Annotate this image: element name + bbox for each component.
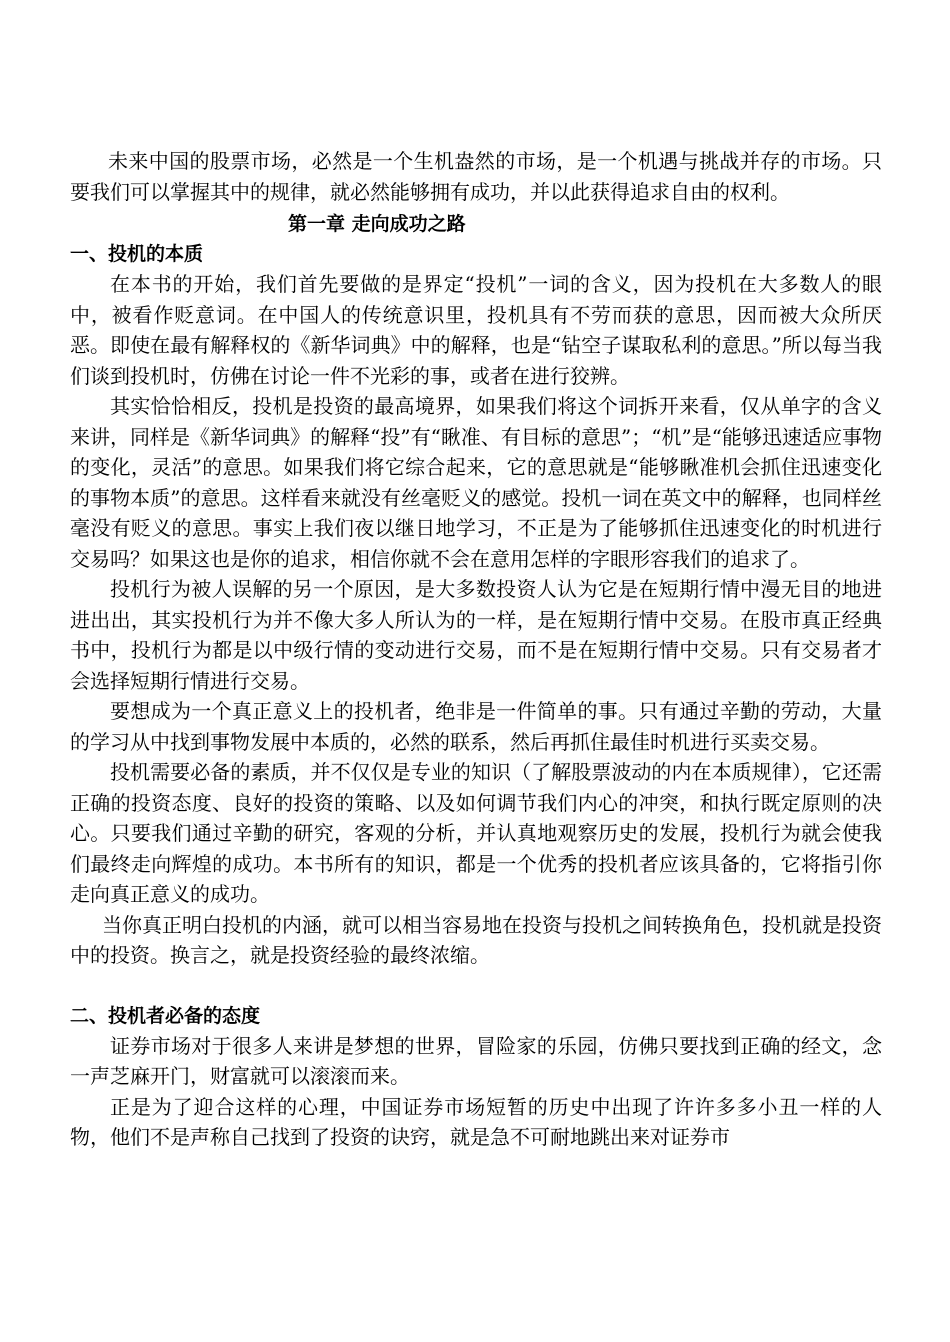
section1-paragraph-2: 其实恰恰相反，投机是投资的最高境界，如果我们将这个词拆开来看，仅从单字的含义来讲，同样是《新华词典》的解释“投”有“瞅准、有目标的意思”；“机”是“能够迅速适应事物的变化，灵活”的意思。如果我们将它综合起来，它的意思就是“能够瞅准机会抓住迅速变化的事物本质”的意思。这样看来就没有丝毫贬义的感觉。投机一词在英文中的解释，也同样丝毫没有贬义的意思。事实上我们夜以继日地学习，不正是为了能够抓住迅速变化的时机进行交易吗？如果这也是你的追求，相信你就不会在意用怎样的字眼形容我们的追求了。: [70, 394, 882, 571]
section1-paragraph-1: 在本书的开始，我们首先要做的是界定“投机”一词的含义，因为投机在大多数人的眼中，被看作贬意词。在中国人的传统意识里，投机具有不劳而获的意思，因而被大众所厌恶。即使在最有解释权的《新华词典》中的解释，也是“钻空子谋取私利的意思。”所以每当我们谈到投机时，仿佛在讨论一件不光彩的事，或者在进行狡辨。: [70, 272, 882, 388]
section-heading-2: 二、投机者必备的态度: [70, 1004, 261, 1027]
section1-paragraph-3: 投机行为被人误解的另一个原因，是大多数投资人认为它是在短期行情中漫无目的地进进出出，其实投机行为并不像大多人所认为的一样，是在短期行情中交易。在股市真正经典书中，投机行为都是以中级行情的变动进行交易，而不是在短期行情中交易。只有交易者才会选择短期行情进行交易。: [70, 577, 882, 693]
section1-paragraph-4: 要想成为一个真正意义上的投机者，绝非是一件简单的事。只有通过辛勤的劳动，大量的学习从中找到事物发展中本质的，必然的联系，然后再抓住最佳时机进行买卖交易。: [70, 699, 882, 754]
section2-paragraph-2: 正是为了迎合这样的心理，中国证券市场短暂的历史中出现了许许多多小丑一样的人物，他们不是声称自己找到了投资的诀窍，就是急不可耐地跳出来对证券市: [70, 1094, 882, 1149]
chapter-title: 第一章 走向成功之路: [288, 213, 466, 235]
section2-paragraph-1: 证券市场对于很多人来讲是梦想的世界，冒险家的乐园，仿佛只要找到正确的经文，念一声芝麻开门，财富就可以滚滚而来。: [70, 1033, 882, 1088]
document-page: [70, 146, 882, 1153]
section1-paragraph-6: 当你真正明白投机的内涵，就可以相当容易地在投资与投机之间转换角色，投机就是投资中的投资。换言之，就是投资经验的最终浓缩。: [70, 912, 882, 967]
section-heading-1: 一、投机的本质: [70, 243, 204, 265]
intro-paragraph: 未来中国的股票市场，必然是一个生机盎然的市场，是一个机遇与挑战并存的市场。只要我们可以掌握其中的规律，就必然能够拥有成功，并以此获得追求自由的权利。: [70, 149, 882, 204]
section1-paragraph-5: 投机需要必备的素质，并不仅仅是专业的知识（了解股票波动的内在本质规律），它还需正确的投资态度、良好的投资的策略、以及如何调节我们内心的冲突，和执行既定原则的决心。只要我们通过辛勤的研究，客观的分析，并认真地观察历史的发展，投机行为就会使我们最终走向辉煌的成功。本书所有的知识，都是一个优秀的投机者应该具备的，它将指引你走向真正意义的成功。: [70, 760, 882, 906]
